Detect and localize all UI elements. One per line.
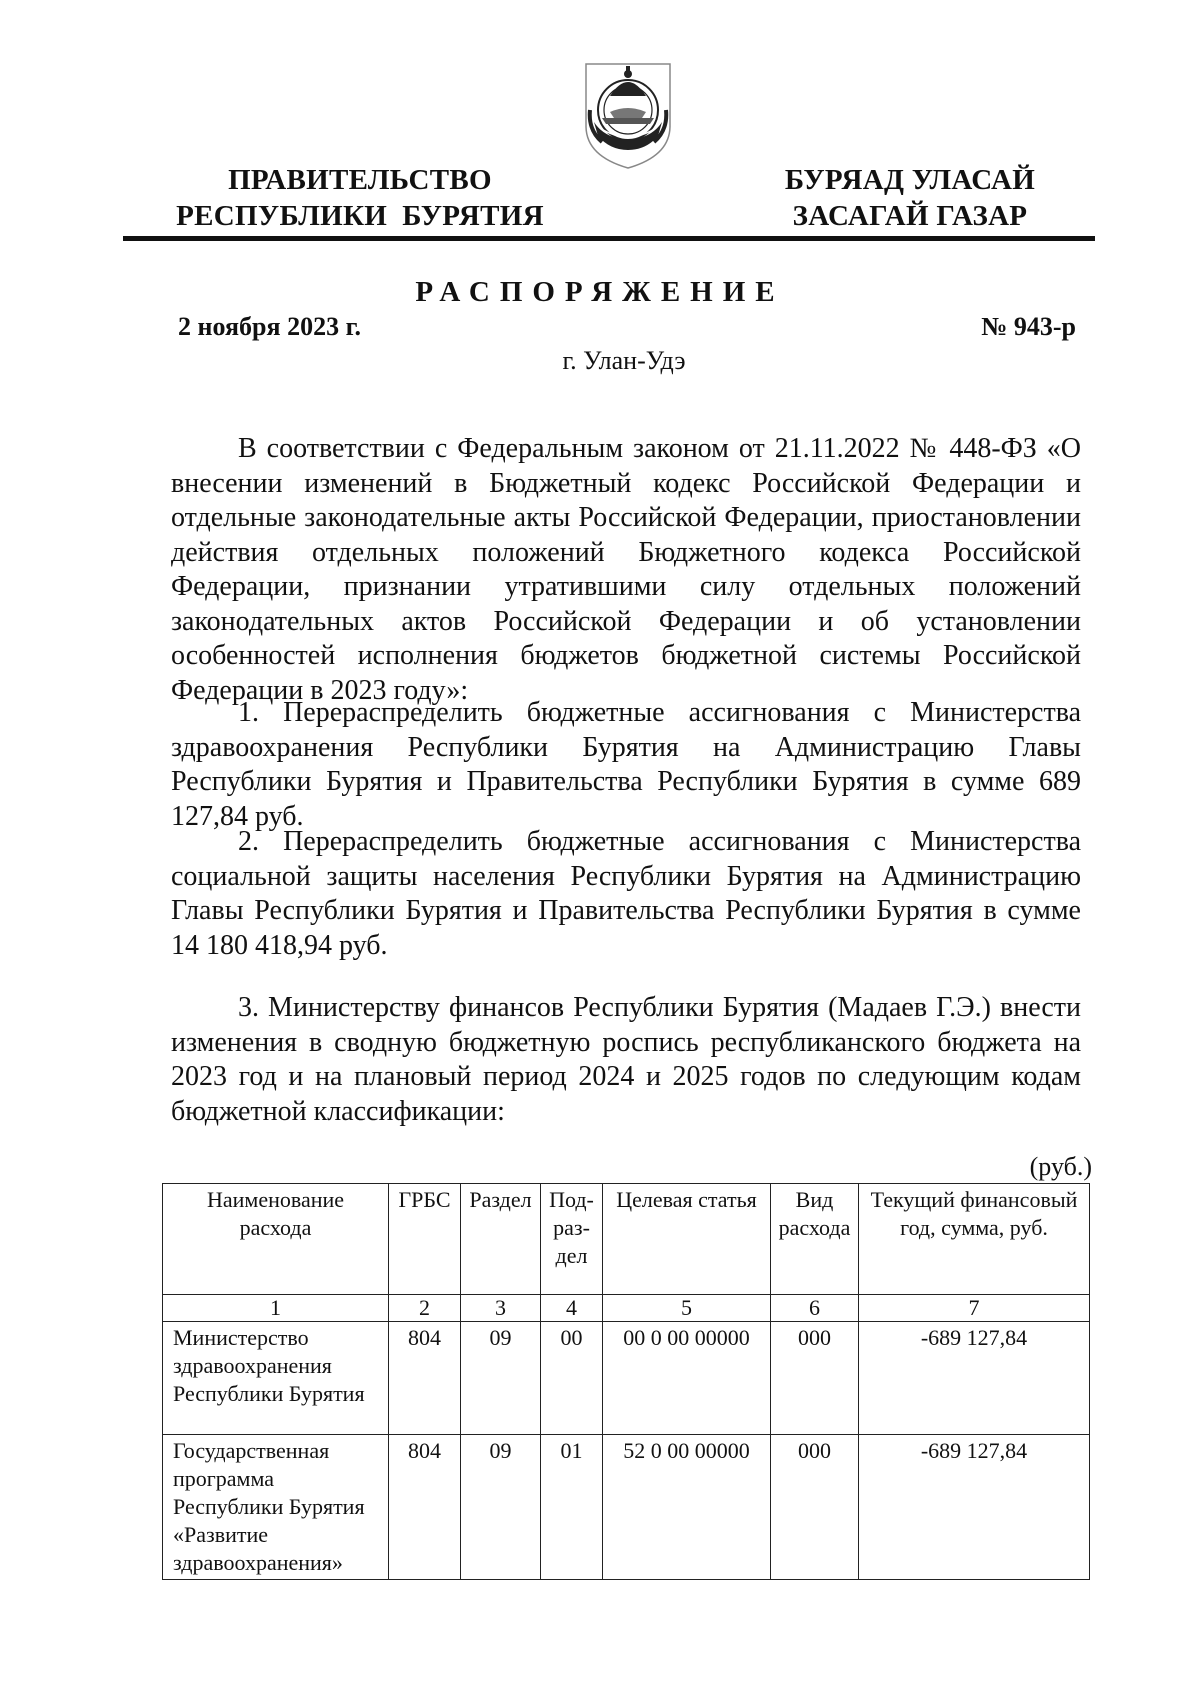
column-number: 1 <box>163 1295 389 1322</box>
cell-subsection: 00 <box>541 1322 603 1435</box>
table-row <box>163 1435 1090 1580</box>
preamble-paragraph: В соответствии с Федеральным законом от 21.11.2022 № 448-ФЗ «О внесении изменений в Бюджетный кодекс Российской Федерации и отдельные законодательные акты Российской Федерации, приостановлении действия отдельных положений Бюджетного кодекса Российской Федерации, признании утратившими силу отдельных положений законодательных актов Российской Федерации и об установлении особенностей исполнения бюджетов бюджетной системы Российской Федерации в 2023 году»: <box>171 433 1081 706</box>
column-number: 6 <box>771 1295 859 1322</box>
budget-table <box>162 1183 1090 1580</box>
column-number: 3 <box>461 1295 541 1322</box>
column-number: 2 <box>389 1295 461 1322</box>
header-expense-type: Вид расхода <box>771 1184 859 1295</box>
document-title: РАСПОРЯЖЕНИЕ <box>415 276 785 308</box>
header-section: Раздел <box>461 1184 541 1295</box>
cell-section: 09 <box>461 1435 541 1580</box>
header-target-article: Целевая статья <box>603 1184 771 1295</box>
column-number: 5 <box>603 1295 771 1322</box>
cell-target-article: 52 0 00 00000 <box>603 1435 771 1580</box>
cell-section: 09 <box>461 1322 541 1435</box>
cell-grbs: 804 <box>389 1435 461 1580</box>
table-header-row <box>163 1184 1090 1295</box>
header-expense-name: Наименование расхода <box>163 1184 389 1295</box>
item-3-paragraph: 3. Министерству финансов Республики Бурятия (Мадаев Г.Э.) внести изменения в сводную бюджетную роспись республиканского бюджета на 2023 год и на плановый период 2024 и 2025 годов по следующим кодам бюджетной классификации: <box>171 992 1081 1127</box>
header-subsection: Под-раз-дел <box>541 1184 603 1295</box>
cell-amount: -689 127,84 <box>859 1435 1090 1580</box>
cell-expense-name: Министерство здравоохранения Республики Бурятия <box>163 1322 389 1435</box>
document-number: № 943-р <box>981 312 1076 341</box>
table-unit-label: (руб.) <box>1029 1152 1092 1181</box>
column-number: 7 <box>859 1295 1090 1322</box>
cell-subsection: 01 <box>541 1435 603 1580</box>
org-name-buryat-line1: БУРЯАД УЛАСАЙ <box>784 164 1036 196</box>
document-date: 2 ноября 2023 г. <box>178 312 361 341</box>
cell-expense-type: 000 <box>771 1322 859 1435</box>
document-city: г. Улан-Удэ <box>562 346 686 375</box>
item-2-paragraph: 2. Перераспределить бюджетные ассигнования с Министерства социальной защиты населения Республики Бурятия на Администрацию Главы Республики Бурятия и Правительства Республики Бурятия в сумме 14 180 418,94 руб. <box>171 826 1081 961</box>
buryatia-emblem-icon <box>580 60 676 172</box>
table-column-numbers-row <box>163 1295 1090 1322</box>
coat-of-arms-emblem <box>580 60 676 172</box>
column-number: 4 <box>541 1295 603 1322</box>
cell-grbs: 804 <box>389 1322 461 1435</box>
org-name-russian-line2: РЕСПУБЛИКИ БУРЯТИЯ <box>176 200 544 232</box>
header-amount: Текущий финансовый год, сумма, руб. <box>859 1184 1090 1295</box>
cell-amount: -689 127,84 <box>859 1322 1090 1435</box>
cell-expense-type: 000 <box>771 1435 859 1580</box>
header-grbs: ГРБС <box>389 1184 461 1295</box>
table-row <box>163 1322 1090 1435</box>
item-1-paragraph: 1. Перераспределить бюджетные ассигнования с Министерства здравоохранения Республики Бурятия на Администрацию Главы Республики Бурятия и Правительства Республики Бурятия в сумме 689 127,84 руб. <box>171 697 1081 832</box>
org-name-russian <box>150 162 570 234</box>
org-name-buryat <box>740 162 1080 234</box>
org-name-buryat-line2: ЗАСАГАЙ ГАЗАР <box>792 200 1028 232</box>
org-name-russian-line1: ПРАВИТЕЛЬСТВО <box>228 164 492 196</box>
cell-target-article: 00 0 00 00000 <box>603 1322 771 1435</box>
header-divider <box>123 236 1095 241</box>
cell-expense-name: Государственная программа Республики Бурятия «Развитие здравоохранения» <box>163 1435 389 1580</box>
